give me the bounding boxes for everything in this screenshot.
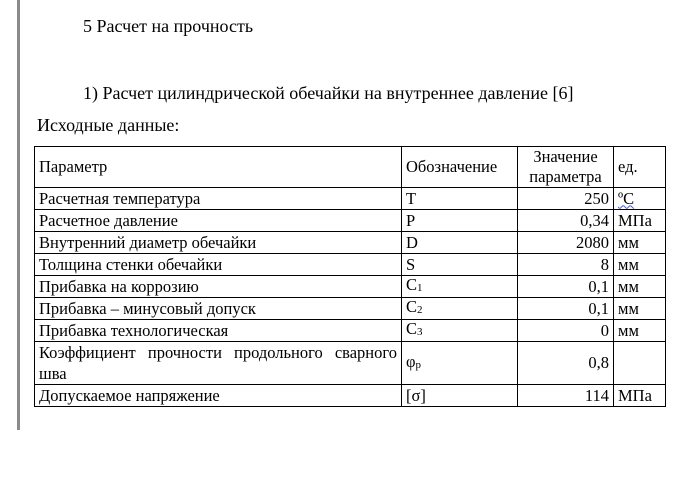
row-symbol: [σ]	[402, 385, 518, 407]
table-row	[35, 320, 666, 342]
subsection-title: 1) Расчет цилиндрической обечайки на внутреннее давление [6]	[83, 83, 574, 103]
row-value: 2080	[518, 232, 614, 254]
row-unit: МПа	[614, 210, 666, 232]
header-value	[518, 147, 614, 188]
parameters-table	[34, 146, 666, 407]
row-symbol	[402, 298, 518, 320]
row-value: 0,1	[518, 276, 614, 298]
row-value: 0,34	[518, 210, 614, 232]
row-unit	[614, 342, 666, 385]
header-param: Параметр	[35, 147, 402, 188]
row-unit: мм	[614, 320, 666, 342]
symbol-main: C	[406, 297, 418, 316]
table-row	[35, 210, 666, 232]
header-unit: ед.	[614, 147, 666, 188]
row-unit: мм	[614, 298, 666, 320]
row-unit: мм	[614, 232, 666, 254]
symbol-subscript: 1	[417, 282, 423, 294]
table-row	[35, 276, 666, 298]
row-unit: мм	[614, 254, 666, 276]
header-value-line1: Значение	[533, 147, 598, 166]
row-symbol: T	[402, 188, 518, 210]
table-row	[35, 188, 666, 210]
row-param: Прибавка технологическая	[35, 320, 402, 342]
row-value: 8	[518, 254, 614, 276]
symbol-subscript: 3	[417, 326, 423, 338]
row-unit-text: ºC	[618, 188, 635, 208]
row-value: 250	[518, 188, 614, 210]
row-symbol	[402, 342, 518, 385]
row-symbol: P	[402, 210, 518, 232]
table-row	[35, 254, 666, 276]
row-param: Прибавка – минусовый допуск	[35, 298, 402, 320]
table-row	[35, 342, 666, 385]
table-row	[35, 232, 666, 254]
section-title: 5 Расчет на прочность	[83, 16, 254, 36]
header-value-line2: параметра	[529, 167, 602, 186]
row-value: 0,8	[518, 342, 614, 385]
page-left-edge	[17, 0, 20, 430]
symbol-subscript: p	[415, 358, 422, 371]
symbol-main: C	[406, 275, 418, 294]
row-unit: мм	[614, 276, 666, 298]
row-symbol: S	[402, 254, 518, 276]
row-param: Расчетное давление	[35, 210, 402, 232]
row-symbol	[402, 320, 518, 342]
row-param-text: Коэффициент прочности продольного сварного шва	[39, 343, 397, 383]
row-param: Внутренний диаметр обечайки	[35, 232, 402, 254]
symbol-subscript: 2	[417, 304, 423, 316]
row-symbol: D	[402, 232, 518, 254]
symbol-main: φ	[406, 351, 416, 371]
row-param: Допускаемое напряжение	[35, 385, 402, 407]
symbol-main: C	[406, 319, 418, 338]
row-param: Расчетная температура	[35, 188, 402, 210]
table-row	[35, 385, 666, 407]
table-header-row	[35, 147, 666, 188]
intro-text: Исходные данные:	[37, 115, 180, 135]
row-value: 114	[518, 385, 614, 407]
row-param: Толщина стенки обечайки	[35, 254, 402, 276]
table-row	[35, 298, 666, 320]
row-param: Прибавка на коррозию	[35, 276, 402, 298]
row-symbol	[402, 276, 518, 298]
row-value: 0	[518, 320, 614, 342]
row-value: 0,1	[518, 298, 614, 320]
row-unit: МПа	[614, 385, 666, 407]
header-symbol: Обозначение	[402, 147, 518, 188]
row-param	[35, 342, 402, 385]
row-unit	[614, 188, 666, 210]
